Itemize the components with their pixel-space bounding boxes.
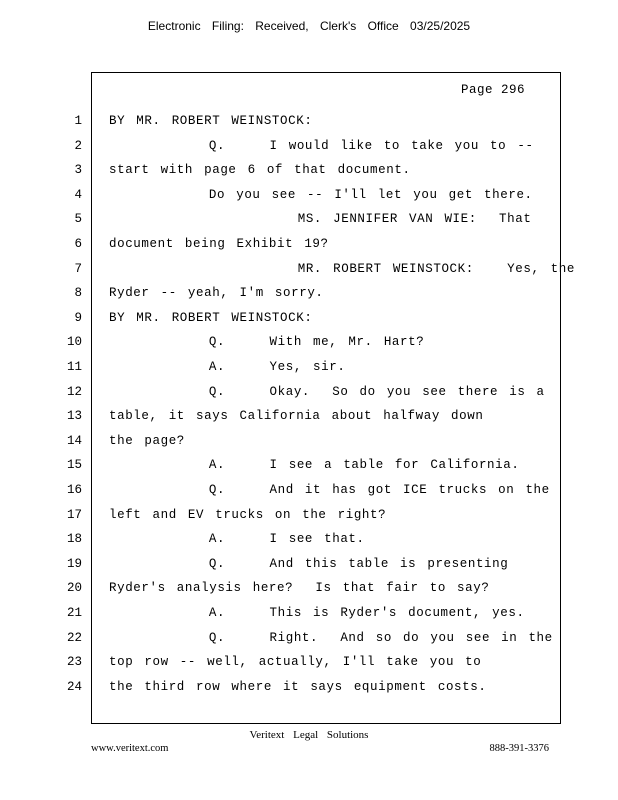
line-number: 4 <box>74 188 82 202</box>
line-number: 7 <box>74 262 82 276</box>
line-number: 10 <box>66 335 82 349</box>
transcript-line: top row -- well, actually, I'll take you to <box>109 655 482 669</box>
line-number: 20 <box>66 581 82 595</box>
line-number: 3 <box>74 163 82 177</box>
transcript-line: A. Yes, sir. <box>109 360 346 374</box>
line-number: 15 <box>66 458 82 472</box>
transcript-line: Q. Right. And so do you see in the <box>109 631 553 645</box>
transcript-line: start with page 6 of that document. <box>109 163 411 177</box>
line-number: 2 <box>74 139 82 153</box>
line-number: 1 <box>74 114 82 128</box>
transcript-line: Q. With me, Mr. Hart? <box>109 335 425 349</box>
footer-company: Veritext Legal Solutions <box>249 729 369 741</box>
line-number: 5 <box>74 212 82 226</box>
footer-website: www.veritext.com <box>91 743 169 754</box>
transcript-line: Q. Okay. So do you see there is a <box>109 385 545 399</box>
transcript-line: A. I see a table for California. <box>109 458 520 472</box>
transcript-line: Q. I would like to take you to -- <box>109 139 534 153</box>
transcript-line: A. This is Ryder's document, yes. <box>109 606 525 620</box>
line-number: 21 <box>66 606 82 620</box>
transcript-line: the third row where it says equipment costs. <box>109 680 487 694</box>
transcript-line: MR. ROBERT WEINSTOCK: Yes, the <box>109 262 575 276</box>
page-number: Page 296 <box>460 83 525 97</box>
transcript-line: BY MR. ROBERT WEINSTOCK: <box>109 311 313 325</box>
line-number: 18 <box>66 532 82 546</box>
transcript-line: BY MR. ROBERT WEINSTOCK: <box>109 114 313 128</box>
line-number: 16 <box>66 483 82 497</box>
footer-phone: 888-391-3376 <box>489 743 549 754</box>
transcript-line: Q. And this table is presenting <box>109 557 509 571</box>
line-number: 19 <box>66 557 82 571</box>
transcript-line: A. I see that. <box>109 532 365 546</box>
transcript-line: Q. And it has got ICE trucks on the <box>109 483 550 497</box>
line-number: 23 <box>66 655 82 669</box>
line-number: 24 <box>66 680 82 694</box>
transcript-line: Ryder's analysis here? Is that fair to say? <box>109 581 490 595</box>
transcript-line: Ryder -- yeah, I'm sorry. <box>109 286 324 300</box>
line-number: 22 <box>66 631 82 645</box>
transcript-line: table, it says California about halfway down <box>109 409 484 423</box>
line-number: 6 <box>74 237 82 251</box>
transcript-line: MS. JENNIFER VAN WIE: That <box>109 212 532 226</box>
line-number: 17 <box>66 508 82 522</box>
transcript-line: Do you see -- I'll let you get there. <box>109 188 533 202</box>
transcript-line: left and EV trucks on the right? <box>109 508 387 522</box>
transcript-line: document being Exhibit 19? <box>109 237 329 251</box>
line-number: 13 <box>66 409 82 423</box>
line-number: 9 <box>74 311 82 325</box>
filing-stamp: Electronic Filing: Received, Clerk's Office 03/25/2025 <box>147 19 471 33</box>
line-number: 14 <box>66 434 82 448</box>
line-number: 11 <box>66 360 82 374</box>
line-number: 12 <box>66 385 82 399</box>
line-number: 8 <box>74 286 82 300</box>
transcript-line: the page? <box>109 434 185 448</box>
